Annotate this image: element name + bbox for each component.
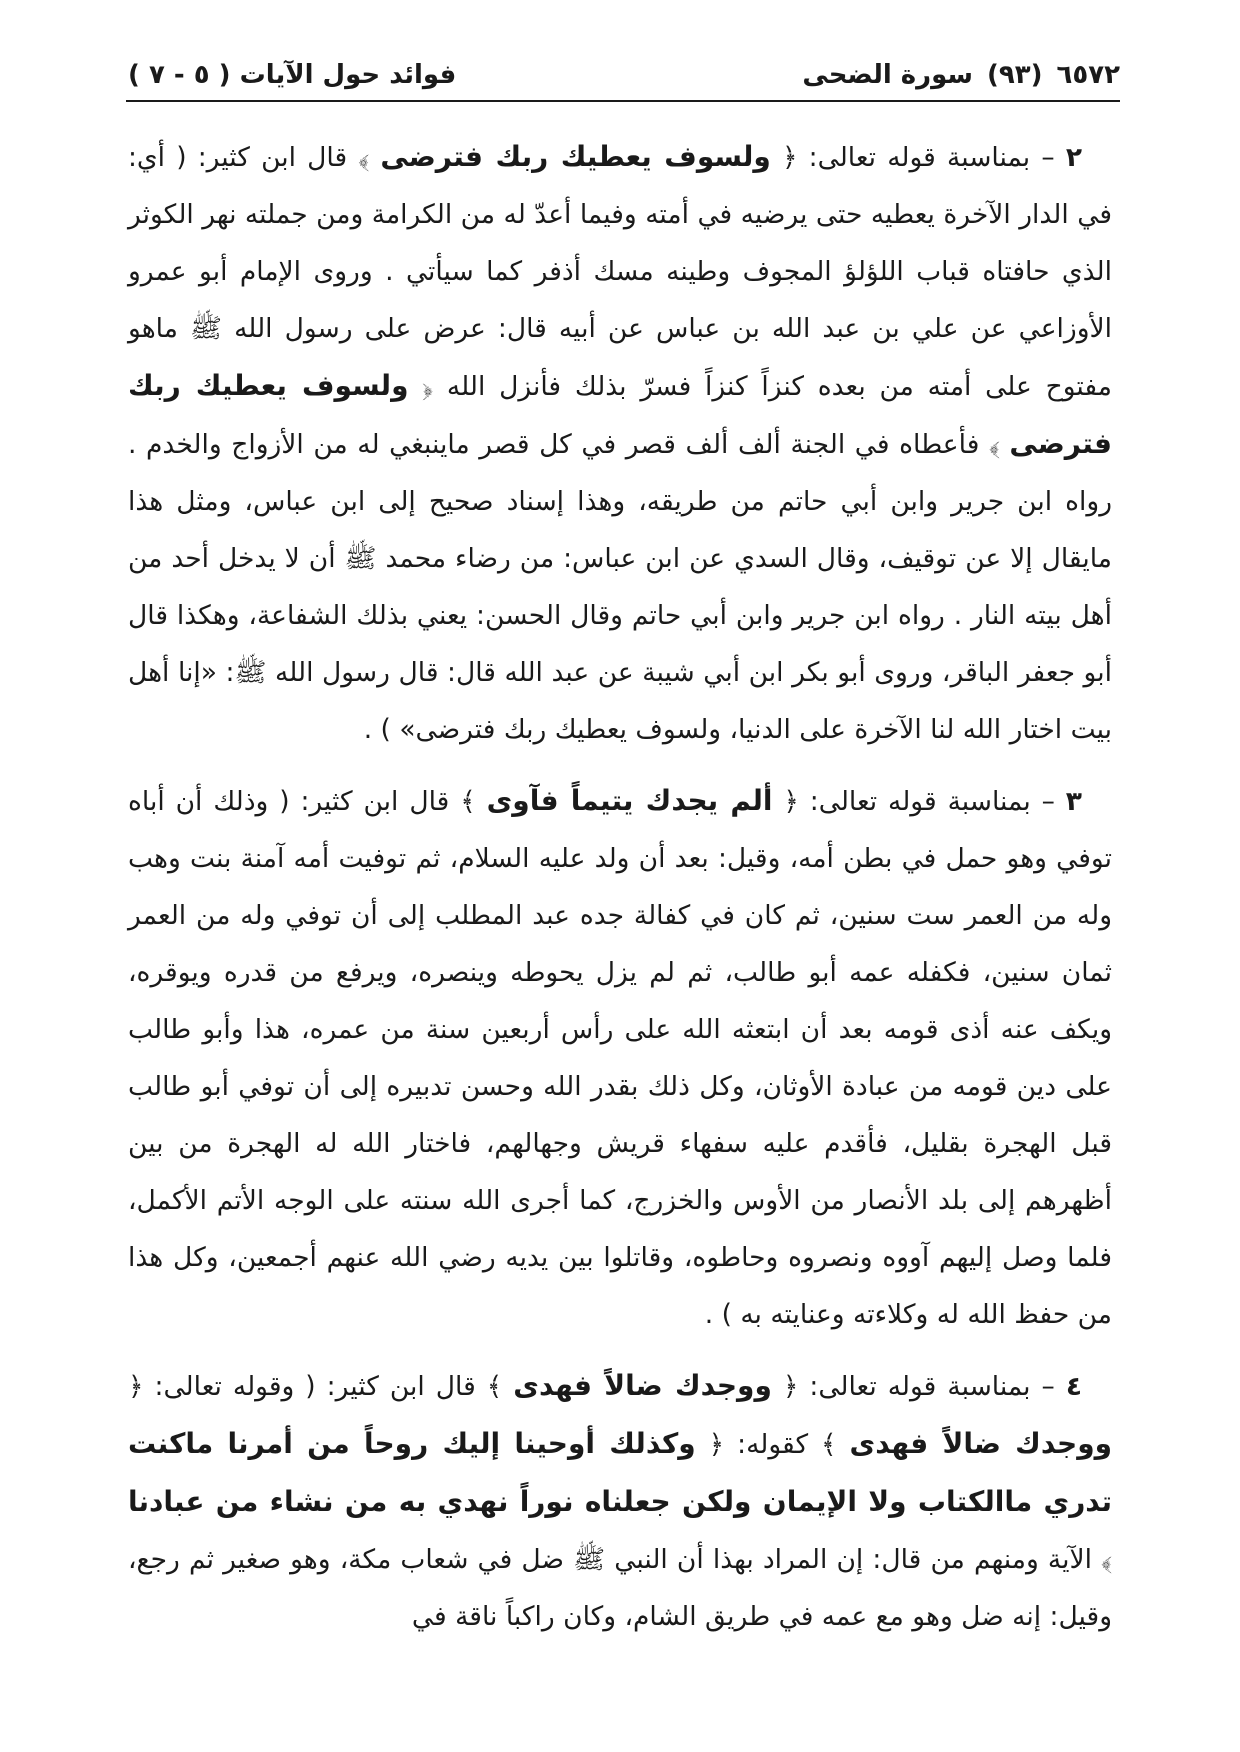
page-header (128, 52, 1120, 98)
paragraph-text: ﴾ فأعطاه في الجنة ألف ألف قصر في كل قصر ماينبغي له من الأزواج والخدم . رواه ابن جرير وابن أبي حاتم من طريقه، وهذا إسناد صحيح إلى ابن عباس، ومثل هذا مايقال إلا عن توقيف، وقال السدي عن ابن عباس: من رضاء محمد ﷺ أن لا يدخل أحد من أهل بيته النار . رواه ابن جرير وابن أبي حاتم وقال الحسن: يعني بذلك الشفاعة، وهكذا قال أبو جعفر الباقر، وروى أبو بكر ابن أبي شيبة عن عبد الله قال: قال رسول الله ﷺ: «إنا أهل بيت اختار الله لنا الآخرة على الدنيا، ولسوف يعطيك ربك فترضى» ) . (128, 429, 1112, 745)
page-number: ٦٥٧٢ (1056, 60, 1120, 90)
paragraph-text: – بمناسبة قوله تعالى: ﴿ (771, 1371, 1066, 1402)
quran-verse: ووجدك ضالاً فهدى (513, 1369, 772, 1402)
paragraph-number: ٢ (1065, 142, 1082, 173)
paragraph-text: – بمناسبة قوله تعالى: ﴿ (772, 786, 1066, 817)
paragraph-text: ﴾ كقوله: ﴿ (695, 1429, 850, 1460)
quran-verse: ووجدك ضالاً فهدى (849, 1427, 1113, 1460)
paragraph-2 (128, 128, 1112, 758)
header-right (802, 60, 1120, 90)
quran-verse: ألم يجدك يتيماً فآوى (486, 784, 773, 817)
surah-name: سورة الضحى (802, 60, 973, 90)
paragraph-text: ﴾ الآية ومنهم من قال: إن المراد بهذا أن النبي ﷺ ضل في شعاب مكة، وهو صغير ثم رجع، وقيل: إنه ضل وهو مع عمه في طريق الشام، وكان راكباً ناقة في (128, 1544, 1112, 1632)
document-body (128, 128, 1112, 1659)
paragraph-text: ﴾ قال ابن كثير: ( أي: في الدار الآخرة يعطيه حتى يرضيه في أمته وفيما أعدّ له من الكرامة ومن جملته نهر الكوثر الذي حافتاه قباب اللؤلؤ المجوف وطينه مسك أذفر كما سيأتي . وروى الإمام أبو عمرو الأوزاعي عن علي بن عبد الله بن عباس عن أبيه قال: عرض على رسول الله ﷺ ماهو مفتوح على أمته من بعده كنزاً كنزاً فسرّ بذلك فأنزل الله ﴿ (128, 142, 1112, 402)
quran-verse: وكذلك أوحينا إليك روحاً من أمرنا ماكنت تدري ماالكتاب ولا الإيمان ولكن جعلناه نوراً نهدي به من نشاء من عبادنا (128, 1427, 1112, 1518)
paragraph-number: ٤ (1065, 1371, 1082, 1402)
paragraph-4 (128, 1357, 1112, 1645)
quran-verse: ولسوف يعطيك ربك فترضى (380, 140, 771, 173)
paragraph-number: ٣ (1065, 786, 1082, 817)
quran-verse: ولسوف يعطيك ربك فترضى (128, 369, 1112, 460)
paragraph-text: ﴾ قال ابن كثير: ( وذلك أن أباه توفي وهو حمل في بطن أمه، وقيل: بعد أن ولد عليه السلام، ثم توفيت أمه آمنة بنت وهب وله من العمر ست سنين، ثم كان في كفالة جده عبد المطلب إلى أن توفي وله من العمر ثمان سنين، فكفله عمه أبو طالب، ثم لم يزل يحوطه وينصره، ويرفع من قدره ويوقره، ويكف عنه أذى قومه بعد أن ابتعثه الله على رأس أربعين سنة من عمره، هذا وأبو طالب على دين قومه من عبادة الأوثان، وكل ذلك بقدر الله وحسن تدبيره إلى أن توفي أبو طالب قبل الهجرة بقليل، فأقدم عليه سفهاء قريش وجهالهم، فاختار الله له الهجرة من بين أظهرهم إلى بلد الأنصار من الأوس والخزرج، كما أجرى الله سنته على الوجه الأتم الأكمل، فلما وصل إليهم آووه ونصروه وحاطوه، وقاتلوا بين يديه رضي الله عنهم أجمعين، وكل هذا من حفظ الله له وكلاءته وعنايته به ) . (128, 786, 1112, 1330)
surah-number: (٩٣) (986, 60, 1043, 90)
header-divider (126, 100, 1120, 102)
paragraph-3 (128, 772, 1112, 1343)
paragraph-text: – بمناسبة قوله تعالى: ﴿ (770, 142, 1066, 173)
section-title: فوائد حول الآيات ( ٥ - ٧ ) (128, 60, 457, 90)
paragraph-text: ﴾ قال ابن كثير: ( وقوله تعالى: ﴿ (128, 1371, 514, 1402)
